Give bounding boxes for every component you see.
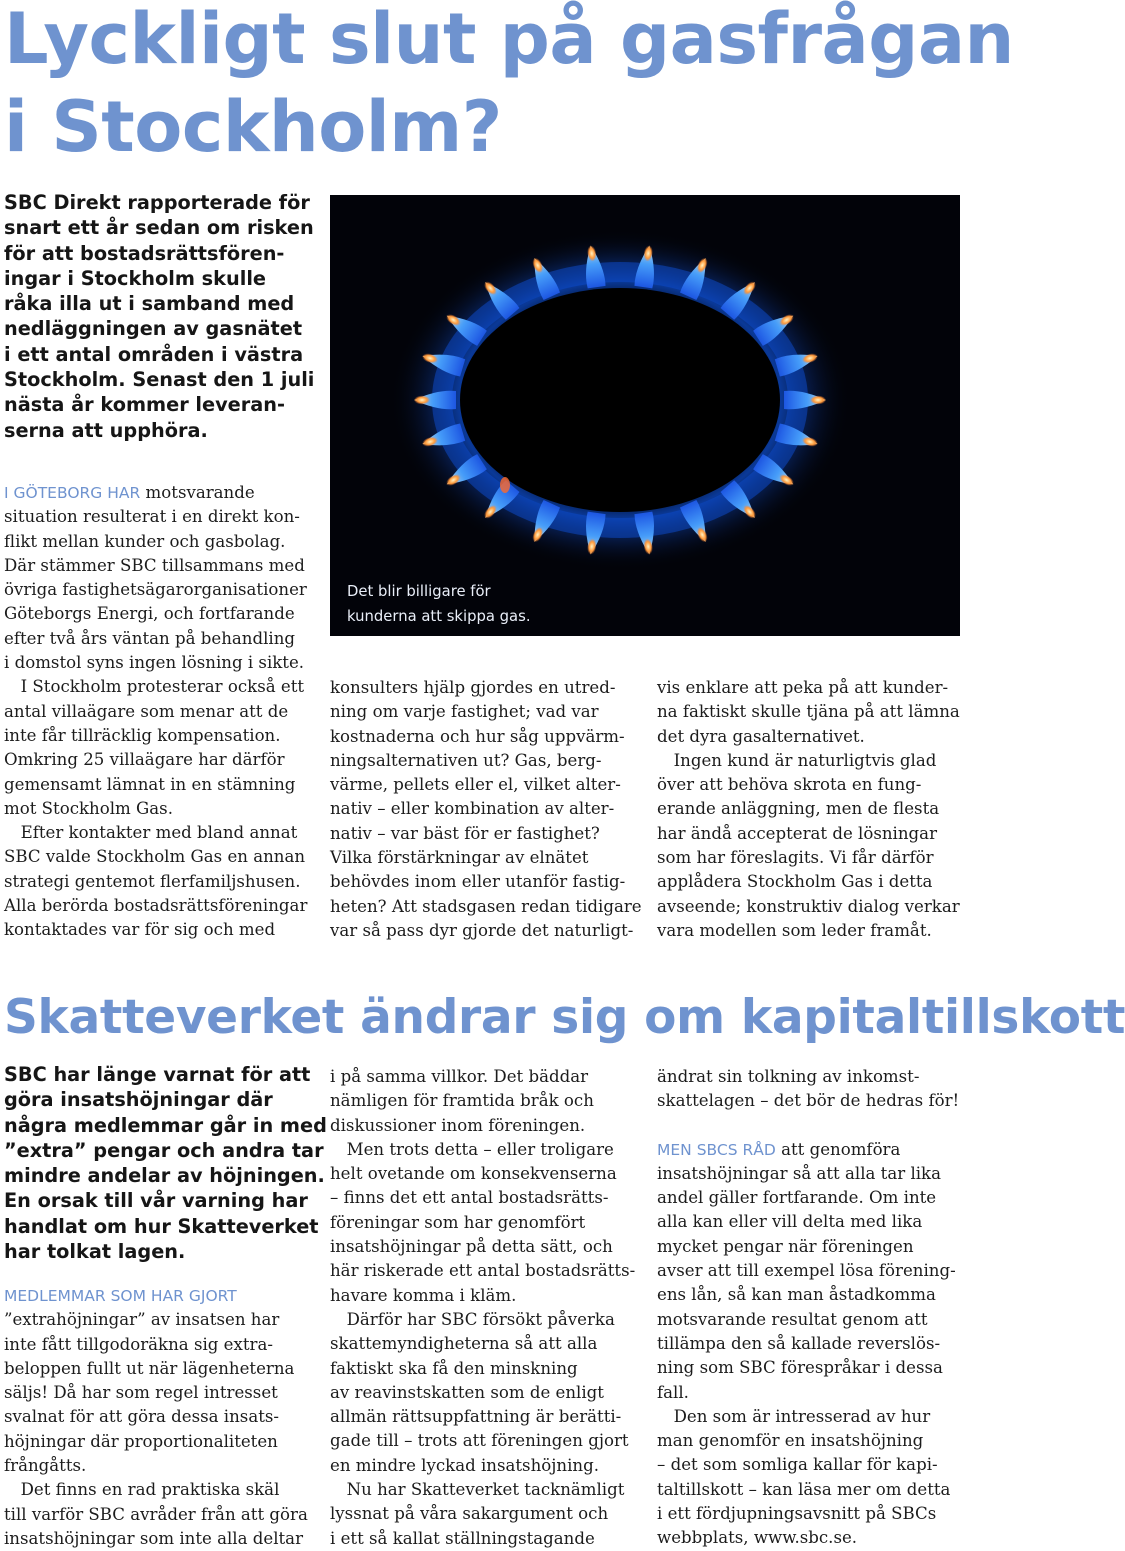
article2-column1-lines [4,1308,314,1551]
text-line: havare komma i kläm. [330,1285,517,1305]
text-line: man genomför en insatshöjning [657,1431,924,1451]
text-line: värme, pellets eller el, vilket alter- [330,775,621,795]
text-line: Vilka förstärkningar av elnätet [330,848,589,868]
column3-kicker-line [657,1138,960,1162]
text-line: gade till – trots att föreningen gjort [330,1431,629,1451]
text-line: i på samma villkor. Det bäddar [330,1067,589,1086]
article2-lead [4,1062,327,1264]
text-line: diskussioner inom föreningen. [330,1115,586,1135]
text-line: råka illa ut i samband med [4,292,295,316]
photo-caption [347,579,531,629]
text-line: i ett så kallat ställningstagande [330,1528,595,1548]
text-line: konsulters hjälp gjordes en utred- [330,678,616,697]
article1-column1-lines [4,505,314,942]
text-line: Efter kontakter med bland annat [4,823,298,843]
text-line: fall. [657,1382,689,1402]
text-line: insatshöjningar så att alla tar lika [657,1163,942,1183]
text-line: i ett antal områden i västra [4,342,304,366]
text-line: det dyra gasalternativet. [657,726,865,746]
text-line: kostnaderna och hur såg uppvärm- [330,726,625,746]
text-line: Göteborgs Energi, och fortfarande [4,604,295,624]
text-line: nämligen för framtida bråk och [330,1091,594,1111]
text-line: var så pass dyr gjorde det naturligt- [330,920,634,940]
text-line: lyssnat på våra sakargument och [330,1504,609,1524]
article1-kicker: I GÖTEBORG HAR [4,484,141,502]
article1-headline-line1: Lyckligt slut på gasfrågan [4,0,1014,80]
text-line: mycket pengar när föreningen [657,1236,914,1256]
text-line: efter två års väntan på behandling [4,628,296,648]
text-line: SBC Direkt rapporterade för [4,191,310,214]
text-line: antal villaägare som menar att de [4,701,289,721]
text-line: webbplats, www.sbc.se. [657,1528,858,1548]
text-line: flikt mellan kunder och gasbolag. [4,531,286,551]
text-line: för att bostadsrättsfören- [4,241,285,265]
text-line: i domstol syns ingen lösning i sikte. [4,653,305,673]
text-line: Ingen kund är naturligtvis glad [657,750,937,770]
text-line: Där stämmer SBC tillsammans med [4,555,305,575]
article2-headline: Skatteverket ändrar sig om kapitaltillskott [4,990,1125,1045]
article2-column2 [330,1065,640,1551]
text-line: har ändå accepterat de lösningar [657,823,937,843]
text-line: na faktiskt skulle tjäna på att lämna [657,702,960,722]
text-line: som har föreslagits. Vi får därför [657,848,934,868]
text-line: ingar i Stockholm skulle [4,266,267,290]
gas-flame-image [330,195,960,636]
text-line: några medlemmar går in med [4,1113,327,1137]
text-line: avser att till exempel lösa förening- [657,1261,956,1281]
text-line: säljs! Då har som regel intresset [4,1383,278,1403]
text-line: skattelagen – det bör de hedras för! [657,1091,960,1111]
text-line: I Stockholm protesterar också ett [4,677,305,697]
text-line: inte får tillräcklig kompensation. [4,725,281,745]
text-line: ”extra” pengar och andra tar [4,1138,324,1162]
text-line: nativ – eller kombination av alter- [330,799,615,819]
text-line: mot Stockholm Gas. [4,798,173,818]
text-line: behövdes inom eller utanför fastig- [330,872,626,892]
text-line: har tolkat lagen. [4,1240,186,1264]
text-line: insatshöjningar på detta sätt, och [330,1237,613,1257]
text-line: gemensamt lämnat in en stämning [4,774,296,794]
text-line: skattemyndigheterna så att alla [330,1334,598,1354]
article2-column3-lines [657,1162,960,1551]
text-line: helt ovetande om konsekvenserna [330,1164,617,1184]
text-line: – finns det ett antal bostadsrätts- [330,1188,609,1208]
text-line: vis enklare att peka på att kunder- [657,678,949,697]
text-line: applådera Stockholm Gas i detta [657,872,933,892]
text-line: ning som SBC förespråkar i dessa [657,1358,943,1378]
text-line: – det som somliga kallar för kapi- [657,1455,938,1475]
text-line: andel gäller fortfarande. Om inte [657,1188,937,1208]
text-line: Det finns en rad praktiska skäl [4,1480,280,1500]
text-line: serna att upphöra. [4,418,208,442]
text-line: situation resulterat i en direkt kon- [4,507,300,527]
text-line: ändrat sin tolkning av inkomst- [657,1067,920,1086]
text-line: Nu har Skatteverket tacknämligt [330,1480,625,1500]
text-line: kontaktades var för sig och med [4,920,276,940]
text-line: kunderna att skippa gas. [347,608,531,625]
text-line: erande anläggning, men de flesta [657,799,940,819]
text-line: SBC valde Stockholm Gas en annan [4,847,306,867]
text-line: motsvarande resultat genom att [657,1309,928,1329]
kicker2-line-rest: att genomföra [775,1139,901,1159]
text-line: vara modellen som leder framåt. [657,920,932,940]
text-line: handlat om hur Skatteverket [4,1214,319,1238]
article1-headline-line2: i Stockholm? [4,86,502,168]
kicker-line-rest: motsvarande [140,483,255,502]
article1-column1 [4,481,314,943]
text-line: taltillskott – kan läsa mer om detta [657,1479,951,1499]
text-line: inte fått tillgodoräkna sig extra- [4,1334,273,1354]
article2-kicker2: MEN SBCS RÅD [657,1140,776,1159]
text-line: strategi gentemot flerfamiljshusen. [4,871,301,891]
text-line: här riskerade ett antal bostadsrätts- [330,1261,636,1281]
text-line: ”extrahöjningar” av insatsen har [4,1310,280,1330]
text-line: heten? Att stadsgasen redan tidigare [330,896,642,916]
text-line: övriga fastighetsägarorganisationer [4,580,307,600]
text-line: en mindre lyckad insatshöjning. [330,1455,599,1475]
text-line: frångåtts. [4,1456,87,1476]
text-line: insatshöjningar som inte alla deltar [4,1528,304,1548]
text-line: nästa år kommer leveran- [4,393,285,417]
article1-column2 [330,676,640,943]
text-line: mindre andelar av höjningen. [4,1164,325,1188]
text-line: av reavinstskatten som de enligt [330,1382,604,1402]
text-line: höjningar där proportionaliteten [4,1431,278,1451]
text-line: Alla berörda bostadsrättsföreningar [4,896,308,916]
text-line: föreningar som har genomfört [330,1212,586,1232]
text-line: allmän rättsuppfattning är berätti- [330,1407,622,1427]
text-line: göra insatshöjningar där [4,1088,273,1112]
article2-kicker1: MEDLEMMAR SOM HAR GJORT [4,1287,237,1305]
article1-column3 [657,676,960,943]
text-line: avseende; konstruktiv dialog verkar [657,896,960,916]
text-line: Därför har SBC försökt påverka [330,1309,615,1329]
text-line: Det blir billigare för [347,583,491,600]
article1-lead [4,190,314,443]
article2-column3 [657,1065,960,1551]
text-line: faktiskt ska få den minskning [330,1358,578,1378]
text-line: Stockholm. Senast den 1 juli [4,368,315,392]
text-line: ningsalternativen ut? Gas, berg- [330,750,602,770]
text-line: SBC har länge varnat för att [4,1063,311,1086]
article2-column3-top-lines [657,1065,960,1114]
text-line: Omkring 25 villaägare har därför [4,750,285,770]
text-line: över att behöva skrota en fung- [657,775,922,795]
text-line: alla kan eller vill delta med lika [657,1212,923,1232]
text-line: beloppen fullt ut när lägenheterna [4,1358,295,1378]
text-line: till varför SBC avråder från att göra [4,1504,308,1524]
text-line: svalnat för att göra dessa insats- [4,1407,280,1427]
article2-column1 [4,1284,314,1551]
text-line: Den som är intresserad av hur [657,1406,931,1426]
text-line: En orsak till vår varning har [4,1189,308,1213]
gas-burner-photo [330,195,960,636]
text-line: ning om varje fastighet; vad var [330,702,599,722]
text-line: tillämpa den så kallade reverslös- [657,1333,941,1353]
text-line: nedläggningen av gasnätet [4,317,303,341]
text-line: nativ – var bäst för er fastighet? [330,823,600,843]
text-line: Men trots detta – eller troligare [330,1139,614,1159]
text-line: snart ett år sedan om risken [4,216,314,240]
text-line: i ett fördjupningsavsnitt på SBCs [657,1504,937,1524]
column1-first-line [4,481,314,505]
column1-kicker-line [4,1284,314,1308]
text-line: ens lån, så kan man åstadkomma [657,1285,936,1305]
